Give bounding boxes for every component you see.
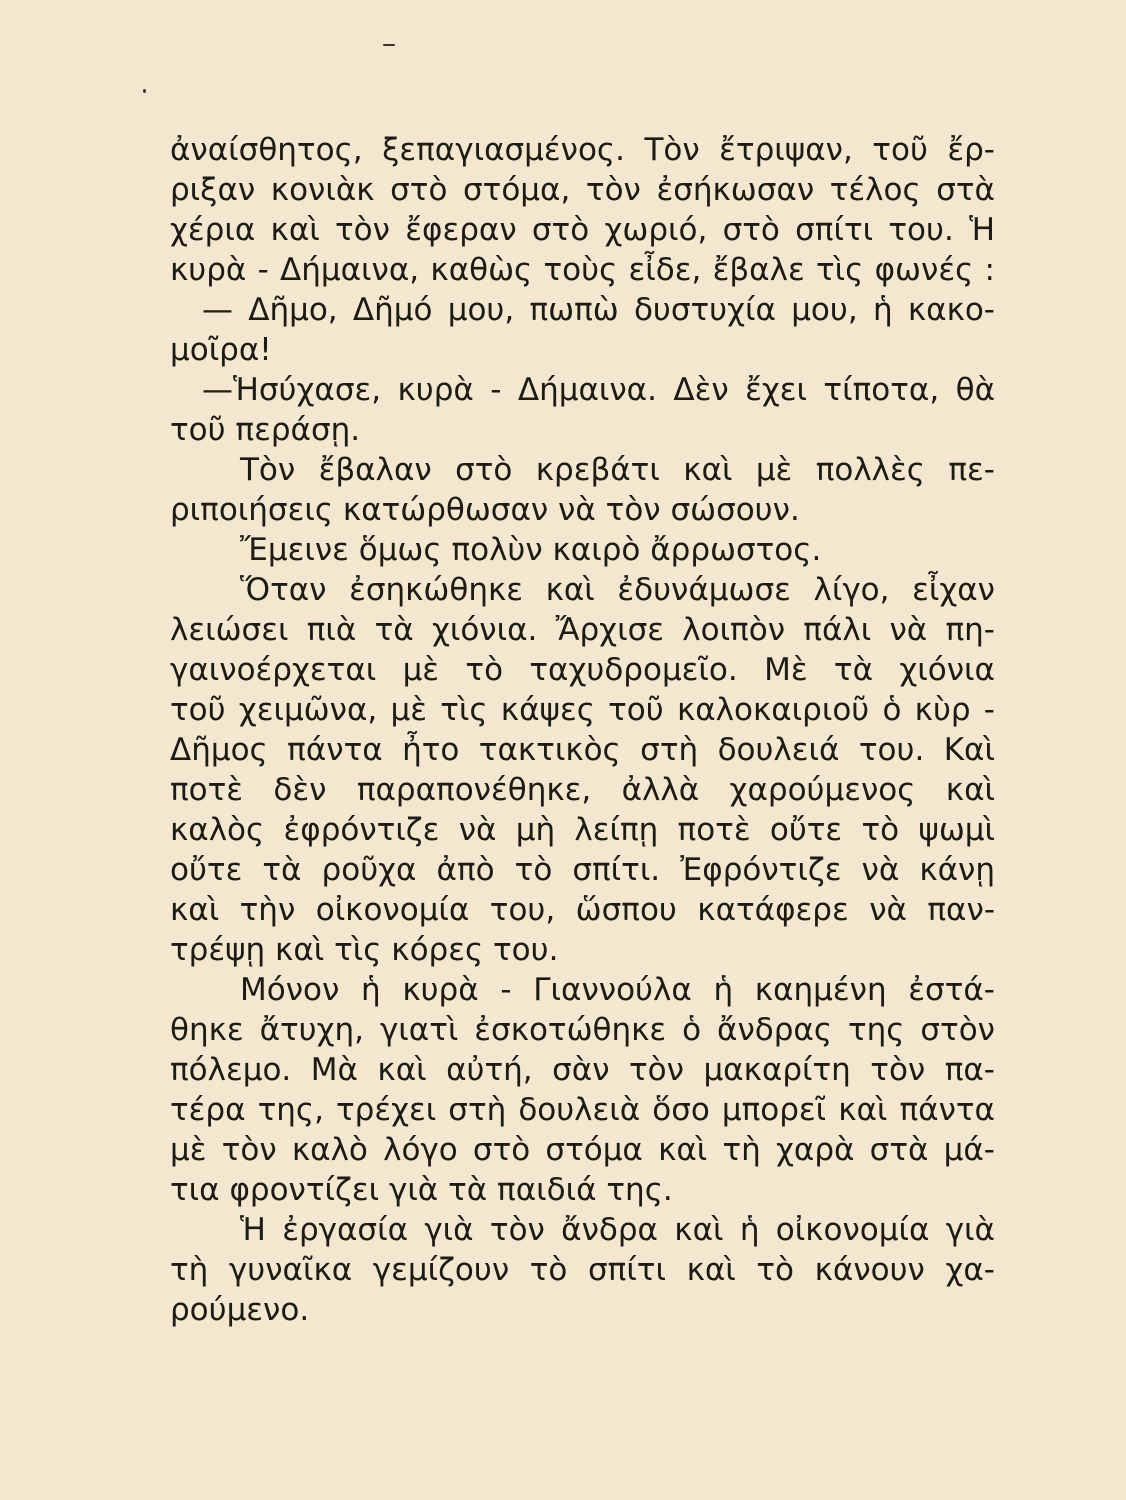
text-line: μοῖρα! (170, 332, 272, 368)
text-line: τὴ γυναῖκα γεμίζουν τὸ σπίτι καὶ τὸ κάνουν χα- (170, 1252, 995, 1288)
text-line: Μόνον ἡ κυρὰ - Γιαννούλα ἡ καημένη ἐστά- (240, 972, 995, 1008)
ink-speck-left (143, 89, 146, 93)
text-line: καλὸς ἐφρόντιζε νὰ μὴ λείπῃ ποτὲ οὔτε τὸ ψωμὶ (170, 812, 995, 848)
text-line: τρέψῃ καὶ τὶς κόρες του. (170, 932, 559, 968)
text-line: καὶ τὴν οἰκονομία του, ὥσπου κατάφερε νὰ παν- (170, 892, 995, 928)
text-line: ποτὲ δὲν παραπονέθηκε, ἀλλὰ χαρούμενος καὶ (170, 772, 995, 808)
text-line: κυρὰ - Δήμαινα, καθὼς τοὺς εἶδε, ἔβαλε τὶς φωνές : (170, 252, 995, 288)
text-line: —Ἡσύχασε, κυρὰ - Δήμαινα. Δὲν ἔχει τίποτα, θὰ (202, 372, 995, 408)
text-line: πόλεμο. Μὰ καὶ αὐτή, σὰν τὸν μακαρίτη τὸν πα- (170, 1052, 995, 1088)
text-line: ἀναίσθητος, ξεπαγιασμένος. Τὸν ἔτριψαν, τοῦ ἔρ- (170, 132, 995, 168)
text-line: ριξαν κονιὰκ στὸ στόμα, τὸν ἐσήκωσαν τέλος στὰ (170, 172, 995, 208)
text-line: λειώσει πιὰ τὰ χιόνια. Ἄρχισε λοιπὸν πάλι νὰ πη- (170, 612, 995, 648)
text-line: Ἔμεινε ὅμως πολὺν καιρὸ ἄρρωστος. (240, 532, 822, 568)
text-line: τια φροντίζει γιὰ τὰ παιδιά της. (170, 1172, 673, 1208)
text-line: τοῦ χειμῶνα, μὲ τὶς κάψες τοῦ καλοκαιριοῦ ὁ κὺρ - (170, 692, 995, 728)
text-line: ρούμενο. (170, 1292, 310, 1328)
text-line: Τὸν ἔβαλαν στὸ κρεβάτι καὶ μὲ πολλὲς πε- (240, 452, 995, 488)
text-line: — Δῆμο, Δῆμό μου, πωπὼ δυστυχία μου, ἡ κακο- (202, 292, 995, 328)
text-line: θηκε ἄτυχη, γιατὶ ἐσκοτώθηκε ὁ ἄνδρας της στὸν (170, 1012, 995, 1048)
text-line: τέρα της, τρέχει στὴ δουλειὰ ὅσο μπορεῖ καὶ πάντα (170, 1092, 995, 1128)
text-line: οὔτε τὰ ροῦχα ἀπὸ τὸ σπίτι. Ἐφρόντιζε νὰ κάνῃ (170, 852, 995, 888)
text-line: μὲ τὸν καλὸ λόγο στὸ στόμα καὶ τὴ χαρὰ στὰ μά- (170, 1132, 995, 1168)
text-line: χέρια καὶ τὸν ἔφεραν στὸ χωριό, στὸ σπίτι του. Ἡ (170, 212, 995, 248)
text-line: ριποιήσεις κατώρθωσαν νὰ τὸν σώσουν. (170, 492, 800, 528)
text-line: Δῆμος πάντα ἦτο τακτικὸς στὴ δουλειά του. Καὶ (170, 732, 995, 768)
ink-speck-top (383, 44, 395, 46)
text-line: τοῦ περάσῃ. (170, 412, 361, 448)
text-line: γαινοέρχεται μὲ τὸ ταχυδρομεῖο. Μὲ τὰ χιόνια (170, 652, 995, 688)
text-line: Ὅταν ἐσηκώθηκε καὶ ἐδυνάμωσε λίγο, εἶχαν (240, 572, 995, 608)
text-line: Ἡ ἐργασία γιὰ τὸν ἄνδρα καὶ ἡ οἰκονομία γιὰ (240, 1212, 995, 1248)
